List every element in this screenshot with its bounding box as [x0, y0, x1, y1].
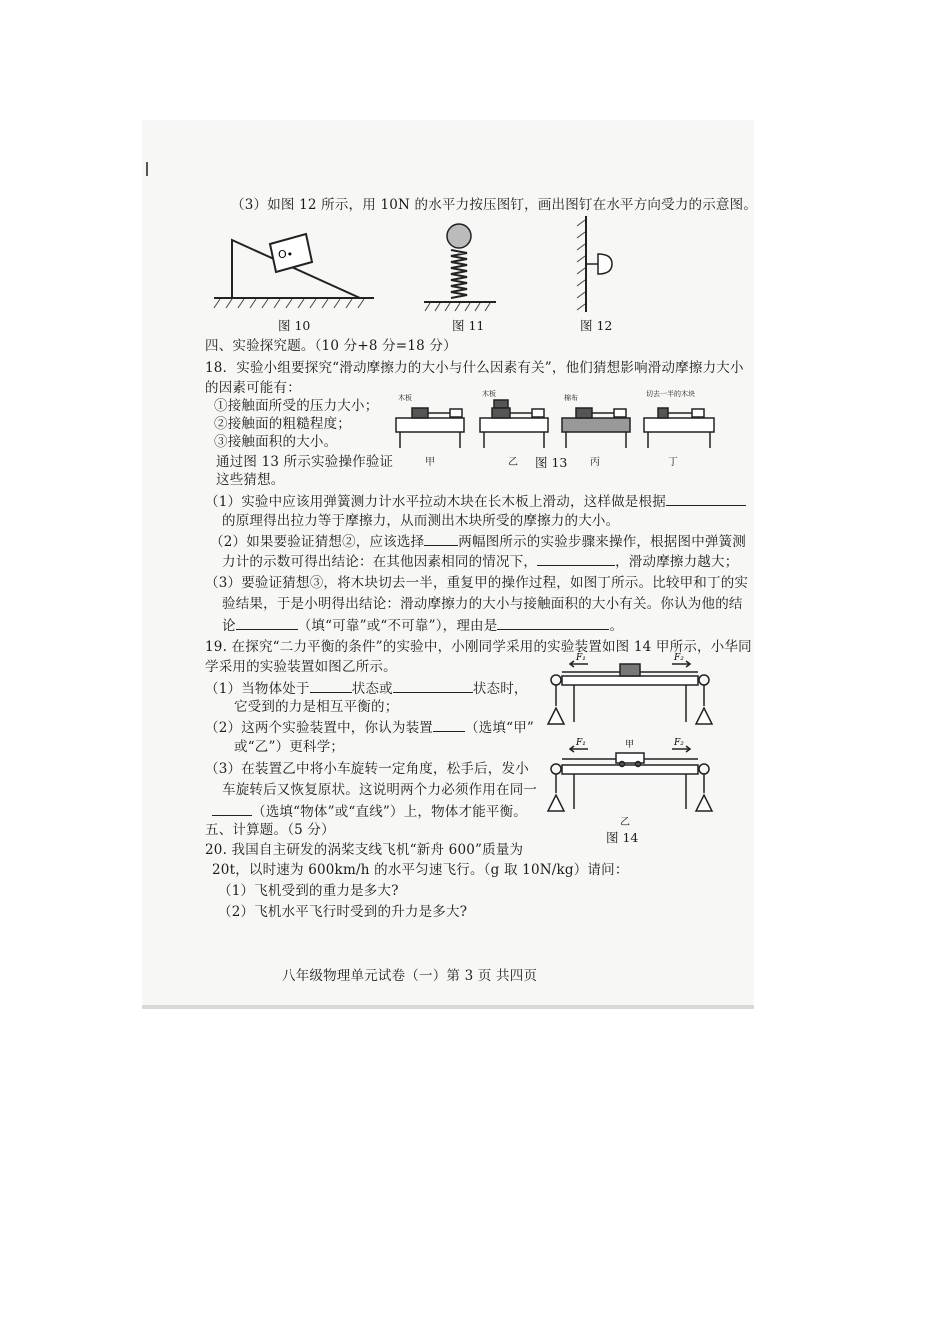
fig14-yi-f1: F₁: [576, 738, 586, 748]
q18-part2-blank-2[interactable]: [537, 552, 615, 566]
q19-part2-line2: 或“乙”）更科学；: [234, 739, 345, 755]
q19-part1-blank-2[interactable]: [393, 679, 473, 693]
fig10-caption: 图 10: [278, 318, 311, 333]
section-4-heading: 四、实验探究题。（10 分+8 分=18 分）: [205, 338, 457, 354]
q19-part3-line3: （选填“物体”或“直线”）上，物体才能平衡。: [212, 802, 527, 821]
q19-stem-line2: 学采用的实验装置如图乙所示。: [205, 659, 397, 675]
q18-part2-blank-1[interactable]: [424, 532, 458, 546]
fig12-caption: 图 12: [580, 318, 613, 333]
q18-part1-blank[interactable]: [666, 492, 746, 506]
section-5-heading: 五、计算题。（5 分）: [205, 822, 335, 838]
q20-part2: （2）飞机水平飞行时受到的升力是多大?: [218, 904, 468, 920]
q18-part3-blank-2[interactable]: [497, 616, 609, 630]
fig13-tag-a: 木板: [398, 394, 412, 402]
q19-part1-line2: 它受到的力是相互平衡的；: [234, 699, 399, 715]
figure-12-thumbtack: [572, 212, 632, 314]
q18-part2-line1: （2）如果要验证猜想②，应该选择 两幅图所示的实验步骤来操作，根据图中弹簧测: [210, 534, 746, 550]
q19-part1-line1: （1）当物体处于 状态或 状态时，: [205, 681, 528, 697]
fig13-label-jia: 甲: [425, 457, 435, 468]
fig13-label-yi: 乙: [508, 457, 518, 468]
figure-14-yi-apparatus: [540, 735, 720, 815]
q18-guess-2: ②接触面的粗糙程度；: [214, 416, 351, 432]
q18-part1-line1: （1）实验中应该用弹簧测力计水平拉动木块在长木板上滑动，这样做是根据: [205, 492, 746, 511]
fig14-yi-f2: F₂: [674, 738, 684, 748]
page-footer: 八年级物理单元试卷（一）第 3 页 共四页: [282, 968, 538, 984]
fig14-jia-f1: F₁: [576, 653, 586, 663]
q18-part1-line2: 的原理得出拉力等于摩擦力，从而测出木块所受的摩擦力的大小。: [222, 513, 620, 529]
q18-part3-blank-1[interactable]: [236, 616, 298, 630]
q19-part3-line2: 车旋转后又恢复原状。这说明两个力必须作用在同一: [222, 782, 538, 798]
figure-14-jia-apparatus: [540, 650, 720, 728]
q19-part3-line1: （3）在装置乙中将小车旋转一定角度，松手后，发小: [205, 761, 529, 777]
q17-part3: （3）如图 12 所示，用 10N 的水平力按压图钉，画出图钉在水平方向受力的示意图。: [231, 197, 758, 213]
fig13-tag-b: 木板: [482, 390, 496, 398]
q18-part3-line2: 验结果，于是小明得出结论：滑动摩擦力的大小与接触面积的大小有关。你认为他的结: [222, 596, 743, 612]
q19-part3-blank[interactable]: [212, 802, 252, 816]
q18-stem-line2: 的因素可能有：: [205, 380, 301, 396]
fig10-block-label: O•: [278, 248, 294, 261]
figure-13-friction-experiments: [392, 388, 722, 450]
q19-part1-blank-1[interactable]: [310, 679, 352, 693]
q18-part3-line3: 论 （填“可靠”或“不可靠”），理由是 。: [222, 618, 624, 634]
q18-part3-line1: （3）要验证猜想③，将木块切去一半，重复甲的操作过程，如图丁所示。比较甲和丁的实: [205, 575, 749, 591]
fig14-jia-f2: F₂: [674, 653, 684, 663]
fig14-caption: 图 14: [606, 830, 639, 845]
q20-stem-line2: 20t，以时速为 600km/h 的水平匀速飞行。（g 取 10N/kg）请问：: [212, 862, 629, 878]
q18-stem-line1: 18．实验小组要探究“滑动摩擦力的大小与什么因素有关”，他们猜想影响滑动摩擦力大小: [205, 360, 744, 376]
q20-stem-line1: 20. 我国自主研发的涡桨支线飞机“新舟 600”质量为: [205, 842, 524, 858]
figure-11-spring: [420, 222, 500, 314]
q19-part2-line1: （2）这两个实验装置中，你认为装置 （选填“甲”: [205, 720, 535, 736]
figure-10-incline: [212, 222, 377, 312]
q18-guess-1: ①接触面所受的压力大小；: [214, 398, 379, 414]
fig13-label-bing: 丙: [590, 457, 600, 468]
fig13-label-ding: 丁: [668, 457, 678, 468]
q20-part1: （1）飞机受到的重力是多大?: [218, 883, 399, 899]
q18-verify-line1: 通过图 13 所示实验操作验证: [216, 454, 394, 470]
q18-verify-line2: 这些猜想。: [216, 472, 285, 488]
q19-stem-line1: 19. 在探究“二力平衡的条件”的实验中，小刚同学采用的实验装置如图 14 甲所示，小华同: [205, 639, 752, 655]
scan-edge: [142, 1005, 754, 1009]
fig13-tag-d: 切去一半的木块: [646, 390, 695, 398]
q18-guess-3: ③接触面积的大小。: [214, 434, 338, 450]
fig13-tag-c: 棉布: [564, 394, 578, 402]
fig14-label-yi: 乙: [620, 817, 630, 828]
fig14-jia-mark: 甲: [625, 740, 635, 750]
fig11-caption: 图 11: [452, 318, 485, 333]
fig13-caption: 图 13: [535, 455, 568, 470]
q19-part2-blank[interactable]: [433, 718, 465, 732]
q18-part2-line2: 力计的示数可得出结论：在其他因素相同的情况下， ，滑动摩擦力越大；: [222, 554, 739, 570]
margin-mark: [146, 162, 148, 176]
